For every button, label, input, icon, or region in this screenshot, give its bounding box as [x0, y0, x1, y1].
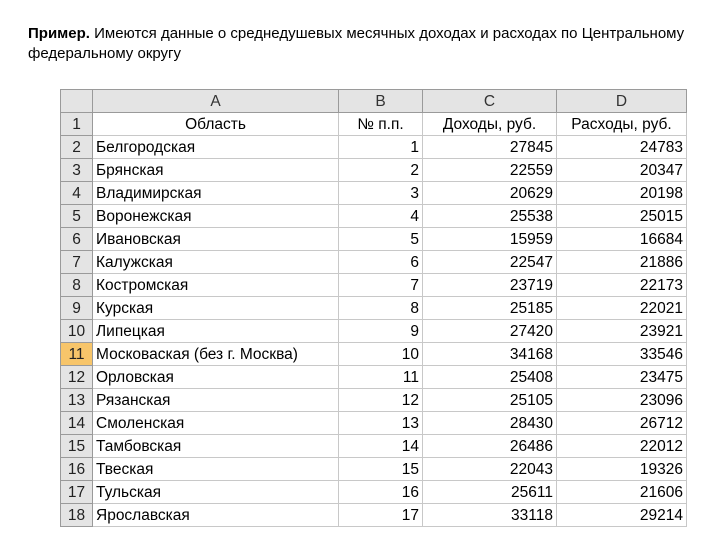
- cell-income[interactable]: 15959: [423, 228, 557, 251]
- cell-region[interactable]: Смоленская: [93, 412, 339, 435]
- cell-number[interactable]: 13: [339, 412, 423, 435]
- cell-region[interactable]: Владимирская: [93, 182, 339, 205]
- column-header[interactable]: D: [557, 90, 687, 113]
- cell-income[interactable]: 25408: [423, 366, 557, 389]
- cell-expense[interactable]: 23921: [557, 320, 687, 343]
- cell-expense[interactable]: 25015: [557, 205, 687, 228]
- table-row: [61, 412, 687, 435]
- table-row: [61, 251, 687, 274]
- cell-income[interactable]: 27845: [423, 136, 557, 159]
- cell-income[interactable]: 22043: [423, 458, 557, 481]
- cell-income[interactable]: 25105: [423, 389, 557, 412]
- cell-region[interactable]: Курская: [93, 297, 339, 320]
- cell-expense[interactable]: 22012: [557, 435, 687, 458]
- cell-income[interactable]: 25185: [423, 297, 557, 320]
- table-row: [61, 504, 687, 527]
- row-header[interactable]: 6: [61, 228, 93, 251]
- cell-expense[interactable]: 33546: [557, 343, 687, 366]
- cell-expense[interactable]: 21886: [557, 251, 687, 274]
- table-row: [61, 481, 687, 504]
- cell-expense[interactable]: 22173: [557, 274, 687, 297]
- table-row: [61, 458, 687, 481]
- cell-expense[interactable]: 26712: [557, 412, 687, 435]
- cell-region[interactable]: Калужская: [93, 251, 339, 274]
- column-header[interactable]: C: [423, 90, 557, 113]
- row-header[interactable]: 7: [61, 251, 93, 274]
- row-header[interactable]: 17: [61, 481, 93, 504]
- header-cell-number[interactable]: № п.п.: [339, 113, 423, 136]
- cell-number[interactable]: 11: [339, 366, 423, 389]
- cell-number[interactable]: 15: [339, 458, 423, 481]
- intro-paragraph: [28, 24, 708, 64]
- row-header[interactable]: 14: [61, 412, 93, 435]
- cell-region[interactable]: Костромская: [93, 274, 339, 297]
- cell-region[interactable]: Брянская: [93, 159, 339, 182]
- intro-text: Имеются данные о среднедушевых месячных доходах и расходах по Центральному федеральному округу: [28, 25, 685, 62]
- cell-number[interactable]: 3: [339, 182, 423, 205]
- row-header[interactable]: 5: [61, 205, 93, 228]
- cell-region[interactable]: Рязанская: [93, 389, 339, 412]
- cell-income[interactable]: 23719: [423, 274, 557, 297]
- cell-income[interactable]: 25538: [423, 205, 557, 228]
- column-header[interactable]: B: [339, 90, 423, 113]
- cell-number[interactable]: 2: [339, 159, 423, 182]
- cell-expense[interactable]: 22021: [557, 297, 687, 320]
- cell-income[interactable]: 25611: [423, 481, 557, 504]
- cell-number[interactable]: 4: [339, 205, 423, 228]
- row-header[interactable]: 9: [61, 297, 93, 320]
- cell-income[interactable]: 28430: [423, 412, 557, 435]
- header-cell-region[interactable]: Область: [93, 113, 339, 136]
- column-header-row: [61, 90, 687, 113]
- cell-region[interactable]: Тамбовская: [93, 435, 339, 458]
- cell-income[interactable]: 20629: [423, 182, 557, 205]
- cell-income[interactable]: 26486: [423, 435, 557, 458]
- cell-number[interactable]: 9: [339, 320, 423, 343]
- row-header[interactable]: 11: [61, 343, 93, 366]
- header-cell-expense[interactable]: Расходы, руб.: [557, 113, 687, 136]
- column-header[interactable]: A: [93, 90, 339, 113]
- row-header[interactable]: 4: [61, 182, 93, 205]
- cell-number[interactable]: 5: [339, 228, 423, 251]
- cell-region[interactable]: Белгородская: [93, 136, 339, 159]
- row-header[interactable]: 15: [61, 435, 93, 458]
- select-all-corner[interactable]: [61, 90, 93, 113]
- cell-expense[interactable]: 29214: [557, 504, 687, 527]
- table-row: [61, 182, 687, 205]
- cell-region[interactable]: Ярославская: [93, 504, 339, 527]
- cell-income[interactable]: 22559: [423, 159, 557, 182]
- cell-region[interactable]: Ивановская: [93, 228, 339, 251]
- intro-label: Пример.: [28, 25, 90, 42]
- cell-number[interactable]: 14: [339, 435, 423, 458]
- row-header[interactable]: 3: [61, 159, 93, 182]
- row-header[interactable]: 18: [61, 504, 93, 527]
- table-row: [61, 366, 687, 389]
- row-header[interactable]: 12: [61, 366, 93, 389]
- table-row: [61, 297, 687, 320]
- table-row: [61, 159, 687, 182]
- cell-income[interactable]: 34168: [423, 343, 557, 366]
- cell-number[interactable]: 1: [339, 136, 423, 159]
- cell-number[interactable]: 17: [339, 504, 423, 527]
- cell-expense[interactable]: 16684: [557, 228, 687, 251]
- cell-number[interactable]: 12: [339, 389, 423, 412]
- table-row: [61, 274, 687, 297]
- cell-expense[interactable]: 21606: [557, 481, 687, 504]
- cell-number[interactable]: 16: [339, 481, 423, 504]
- header-cell-income[interactable]: Доходы, руб.: [423, 113, 557, 136]
- row-header[interactable]: 1: [61, 113, 93, 136]
- table-row: [61, 205, 687, 228]
- cell-income[interactable]: 27420: [423, 320, 557, 343]
- cell-expense[interactable]: 20198: [557, 182, 687, 205]
- table-row: [61, 136, 687, 159]
- cell-number[interactable]: 7: [339, 274, 423, 297]
- cell-income[interactable]: 33118: [423, 504, 557, 527]
- cell-region[interactable]: Липецкая: [93, 320, 339, 343]
- cell-region[interactable]: Твеская: [93, 458, 339, 481]
- table-row: [61, 389, 687, 412]
- row-header[interactable]: 16: [61, 458, 93, 481]
- cell-region[interactable]: Тульская: [93, 481, 339, 504]
- cell-number[interactable]: 8: [339, 297, 423, 320]
- cell-expense[interactable]: 24783: [557, 136, 687, 159]
- cell-number[interactable]: 10: [339, 343, 423, 366]
- spreadsheet-table: [60, 89, 687, 527]
- cell-expense[interactable]: 19326: [557, 458, 687, 481]
- cell-region[interactable]: Московаская (без г. Москва): [93, 343, 339, 366]
- table-header-row: [61, 113, 687, 136]
- cell-region[interactable]: Воронежская: [93, 205, 339, 228]
- table-row: [61, 320, 687, 343]
- cell-expense[interactable]: 23475: [557, 366, 687, 389]
- table-row: [61, 343, 687, 366]
- table-row: [61, 228, 687, 251]
- row-header[interactable]: 2: [61, 136, 93, 159]
- row-header[interactable]: 10: [61, 320, 93, 343]
- table-row: [61, 435, 687, 458]
- row-header[interactable]: 13: [61, 389, 93, 412]
- cell-expense[interactable]: 20347: [557, 159, 687, 182]
- cell-region[interactable]: Орловская: [93, 366, 339, 389]
- cell-expense[interactable]: 23096: [557, 389, 687, 412]
- cell-income[interactable]: 22547: [423, 251, 557, 274]
- cell-number[interactable]: 6: [339, 251, 423, 274]
- row-header[interactable]: 8: [61, 274, 93, 297]
